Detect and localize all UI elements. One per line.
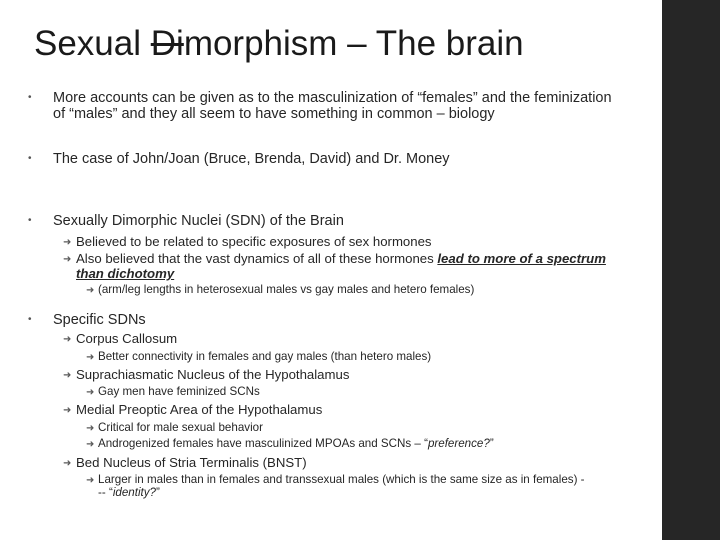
sub-sub-bullet-text: (arm/leg lengths in heterosexual males vs gay males and hetero females): [98, 283, 475, 296]
sub-sub-bullet-text: Androgenized females have masculinized MPOAs and SCNs – “: [98, 437, 428, 450]
bullet-dot-icon: •: [28, 153, 32, 164]
arrow-bullet-icon: ➜: [63, 254, 72, 265]
bullet-masculinization: [28, 90, 613, 122]
arrow-bullet-icon: ➜: [63, 405, 72, 416]
sub-sub-bullet-text: Better connectivity in females and gay males (than hetero males): [98, 350, 432, 363]
sub-sub-bullet-arm-leg: [86, 283, 618, 296]
sub-sub-bullet-connectivity: [86, 350, 618, 363]
slide-title: [34, 24, 524, 64]
title-part: Sexual: [34, 24, 151, 63]
sub-bullet-text: Believed to be related to specific exposures of sex hormones: [76, 234, 432, 249]
sub-bullet-hormones: [63, 234, 646, 249]
sub-bullet-corpus-callosum: [63, 331, 646, 346]
sub-sub-bullet-bnst-size: [86, 473, 588, 499]
arrow-bullet-icon: ➜: [63, 334, 72, 345]
arrow-bullet-icon: ➜: [86, 387, 95, 398]
sub-bullet-text: Suprachiasmatic Nucleus of the Hypothalamus: [76, 367, 350, 382]
arrow-bullet-icon: ➜: [86, 475, 95, 486]
sub-bullet-spectrum: [63, 251, 621, 281]
sub-sub-bullet-male-behavior: [86, 421, 618, 434]
arrow-bullet-icon: ➜: [63, 370, 72, 381]
sub-sub-bullet-feminized-scn: [86, 385, 618, 398]
sub-sub-bullet-androgenized: [86, 437, 618, 450]
italic-text: preference?: [427, 437, 490, 450]
sub-sub-bullet-text: ”: [156, 486, 160, 499]
sub-bullet-text: Bed Nucleus of Stria Terminalis (BNST): [76, 455, 307, 470]
bullet-sdn: [28, 213, 613, 229]
sub-bullet-scn: [63, 367, 646, 382]
sub-bullet-mpoa: [63, 402, 646, 417]
sub-sub-bullet-text: Gay men have feminized SCNs: [98, 385, 260, 398]
arrow-bullet-icon: ➜: [63, 458, 72, 469]
bullet-specific-sdns: [28, 312, 613, 328]
italic-text: identity?: [112, 486, 156, 499]
arrow-bullet-icon: ➜: [63, 237, 72, 248]
bullet-dot-icon: •: [28, 314, 32, 325]
bullet-text: The case of John/Joan (Bruce, Brenda, David) and Dr. Money: [53, 151, 450, 167]
arrow-bullet-icon: ➜: [86, 352, 95, 363]
bullet-text: More accounts can be given as to the masculinization of “females” and the feminization of “males” and they all seem to have something in common – biology: [53, 90, 612, 122]
bullet-text: Specific SDNs: [53, 312, 146, 328]
bullet-john-joan: [28, 151, 613, 167]
title-part: morphism – The brain: [183, 24, 524, 63]
bullet-dot-icon: •: [28, 215, 32, 226]
arrow-bullet-icon: ➜: [86, 285, 95, 296]
sub-bullet-text: Medial Preoptic Area of the Hypothalamus: [76, 402, 323, 417]
arrow-bullet-icon: ➜: [86, 423, 95, 434]
sub-bullet-bnst: [63, 455, 646, 470]
sub-sub-bullet-text: Larger in males than in females and transsexual males (which is the same size as in females) --- “: [98, 473, 585, 499]
title-struck-letters: Di: [150, 24, 184, 63]
emphasis-text: lead to more of a spectrum than dichotomy: [76, 251, 606, 281]
bullet-text: Sexually Dimorphic Nuclei (SDN) of the Brain: [53, 213, 344, 229]
slide-sidebar-bar: [662, 0, 720, 540]
arrow-bullet-icon: ➜: [86, 439, 95, 450]
sub-sub-bullet-text: Critical for male sexual behavior: [98, 421, 263, 434]
bullet-dot-icon: •: [28, 92, 32, 103]
sub-bullet-text: Also believed that the vast dynamics of all of these hormones: [76, 251, 438, 266]
sub-sub-bullet-text: ”: [489, 437, 494, 450]
sub-bullet-text: Corpus Callosum: [76, 331, 178, 346]
